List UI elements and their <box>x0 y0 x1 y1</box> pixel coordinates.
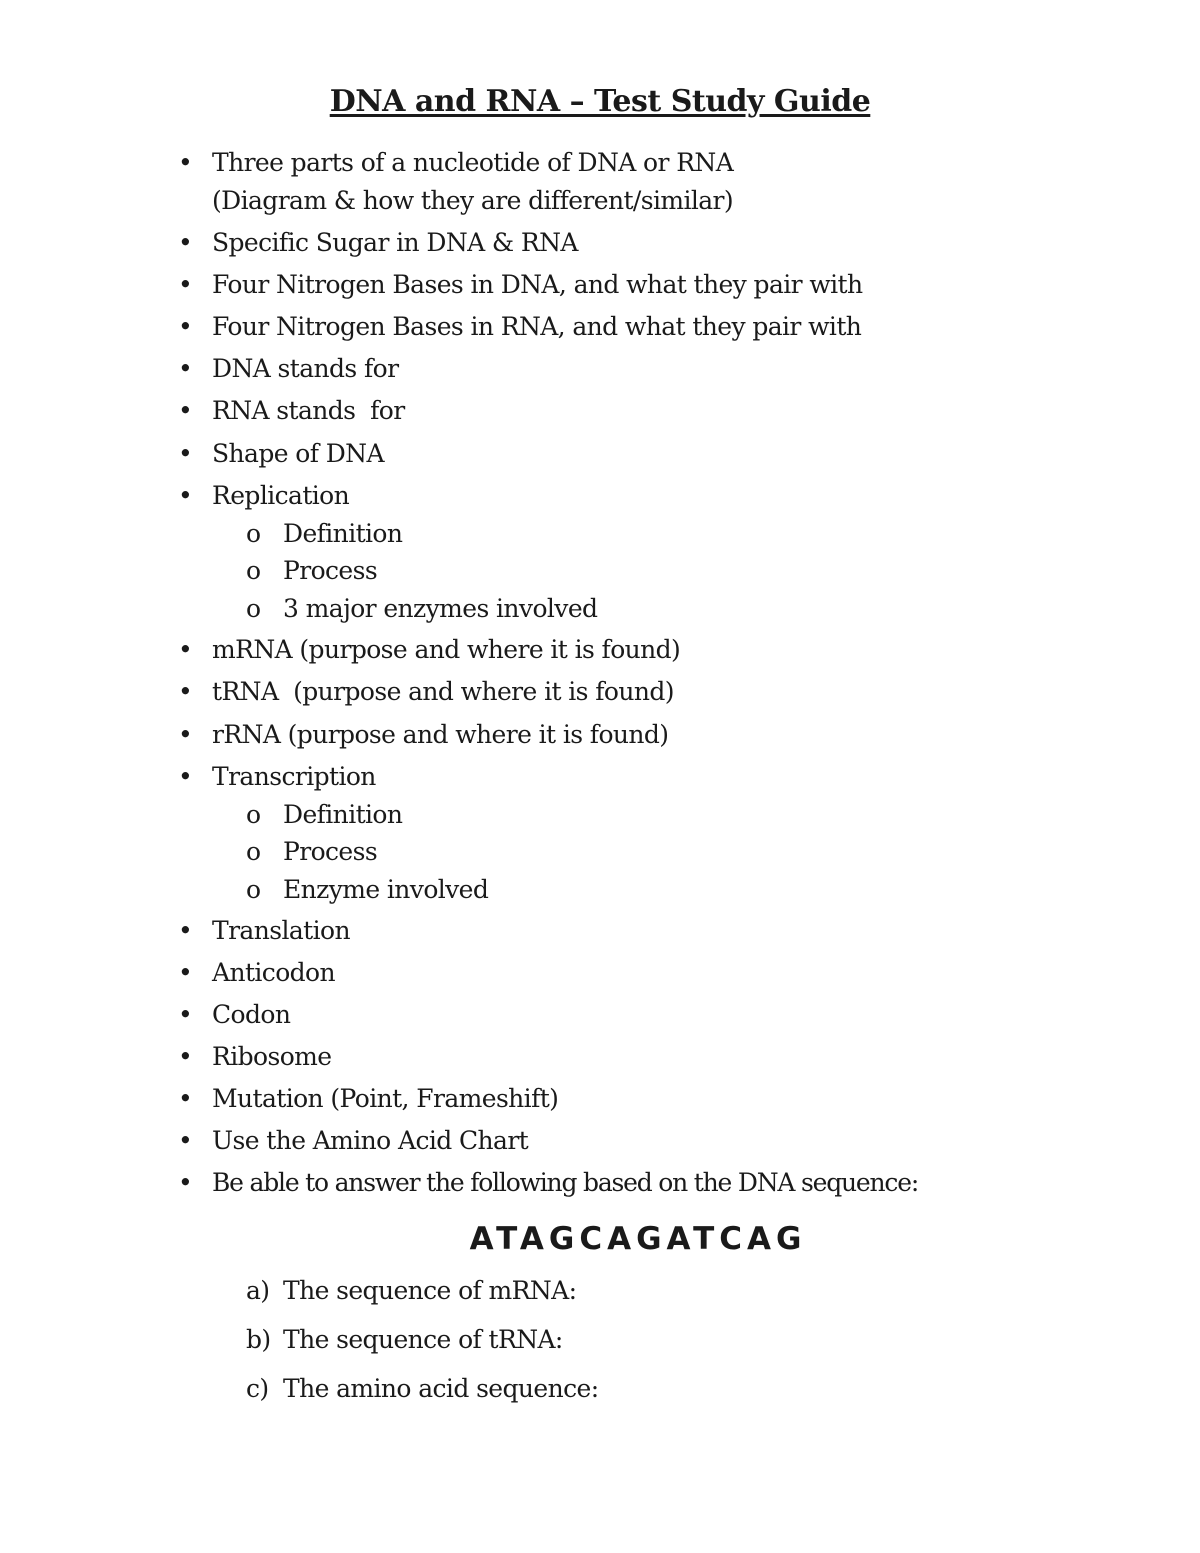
question-text: The amino acid sequence: <box>283 1374 599 1403</box>
bullet-marker: • <box>178 1084 193 1113</box>
list-item-text: Definition <box>283 519 403 548</box>
list-item-text: Shape of DNA <box>212 439 384 468</box>
list-item-text: Codon <box>212 1000 291 1029</box>
list-item-text: Enzyme involved <box>283 875 489 904</box>
bullet-marker: o <box>246 837 261 866</box>
sub-list-item <box>0 837 1200 875</box>
list-item <box>0 354 1200 396</box>
bullet-marker: • <box>178 916 193 945</box>
list-item <box>0 1168 1200 1210</box>
question-text: The sequence of tRNA: <box>283 1325 563 1354</box>
bullet-marker: • <box>178 270 193 299</box>
bullet-marker: • <box>178 396 193 425</box>
list-item <box>0 1084 1200 1126</box>
list-item <box>0 481 1200 519</box>
study-topics-list <box>0 148 1200 1210</box>
bullet-marker: • <box>178 1000 193 1029</box>
list-item-text: Mutation (Point, Frameshift) <box>212 1084 559 1113</box>
list-item-text: Replication <box>212 481 350 510</box>
page-title: DNA and RNA – Test Study Guide <box>329 84 871 119</box>
question-marker: c) <box>246 1374 269 1403</box>
bullet-marker: • <box>178 354 193 383</box>
bullet-marker: • <box>178 762 193 791</box>
bullet-marker: o <box>246 519 261 548</box>
bullet-marker: • <box>178 677 193 706</box>
sub-list-item <box>0 594 1200 635</box>
question-item <box>0 1374 1200 1423</box>
list-item <box>0 1042 1200 1084</box>
bullet-marker: • <box>178 720 193 749</box>
list-item-text: mRNA (purpose and where it is found) <box>212 635 681 664</box>
list-item <box>0 958 1200 1000</box>
list-item-text: Transcription <box>212 762 376 791</box>
question-marker: a) <box>246 1276 270 1305</box>
list-item-text: 3 major enzymes involved <box>283 594 598 623</box>
list-item-text: Process <box>283 837 378 866</box>
list-item-text: tRNA (purpose and where it is found) <box>212 677 674 706</box>
list-item <box>0 396 1200 439</box>
list-item <box>0 270 1200 312</box>
list-item <box>0 228 1200 270</box>
bullet-marker: o <box>246 594 261 623</box>
list-item <box>0 312 1200 354</box>
bullet-marker: • <box>178 958 193 987</box>
list-item-text: rRNA (purpose and where it is found) <box>212 720 669 749</box>
list-item-text: Anticodon <box>212 958 336 987</box>
bullet-marker: o <box>246 875 261 904</box>
list-item <box>0 439 1200 481</box>
sub-list-item <box>0 800 1200 837</box>
sub-list-item <box>0 519 1200 556</box>
bullet-marker: o <box>246 556 261 585</box>
list-item-text: Use the Amino Acid Chart <box>212 1126 529 1155</box>
list-item <box>0 148 1200 228</box>
list-item-text: (Diagram & how they are different/similar) <box>212 186 734 215</box>
list-item <box>0 1000 1200 1042</box>
list-item-text: Four Nitrogen Bases in DNA, and what they pair with <box>212 270 863 299</box>
bullet-marker: • <box>178 312 193 341</box>
question-text: The sequence of mRNA: <box>283 1276 577 1305</box>
question-list <box>0 1276 1200 1423</box>
sub-list-item <box>0 875 1200 916</box>
bullet-marker: • <box>178 635 193 664</box>
list-item <box>0 916 1200 958</box>
bullet-marker: • <box>178 148 193 177</box>
list-item <box>0 1126 1200 1168</box>
dna-sequence: ATAGCAGATCAG <box>469 1221 807 1257</box>
question-item <box>0 1325 1200 1374</box>
list-item-text: Three parts of a nucleotide of DNA or RNA <box>212 148 734 177</box>
list-item-text: Definition <box>283 800 403 829</box>
list-item <box>0 720 1200 762</box>
question-marker: b) <box>246 1325 271 1354</box>
list-item <box>0 677 1200 720</box>
bullet-marker: • <box>178 1168 192 1197</box>
list-item-text: Process <box>283 556 378 585</box>
list-item-text: RNA stands for <box>212 396 405 425</box>
list-item-text: Ribosome <box>212 1042 332 1071</box>
sub-list-item <box>0 556 1200 594</box>
list-item <box>0 762 1200 800</box>
list-item <box>0 635 1200 677</box>
bullet-marker: o <box>246 800 261 829</box>
bullet-marker: • <box>178 481 193 510</box>
bullet-marker: • <box>178 1126 193 1155</box>
bullet-marker: • <box>178 228 193 257</box>
list-item-text: DNA stands for <box>212 354 399 383</box>
list-item-text: Specific Sugar in DNA & RNA <box>212 228 578 257</box>
question-item <box>0 1276 1200 1325</box>
list-item-text: Be able to answer the following based on the DNA sequence: <box>212 1168 919 1197</box>
list-item-text: Four Nitrogen Bases in RNA, and what they pair with <box>212 312 862 341</box>
list-item-text: Translation <box>212 916 350 945</box>
bullet-marker: • <box>178 1042 193 1071</box>
bullet-marker: • <box>178 439 193 468</box>
